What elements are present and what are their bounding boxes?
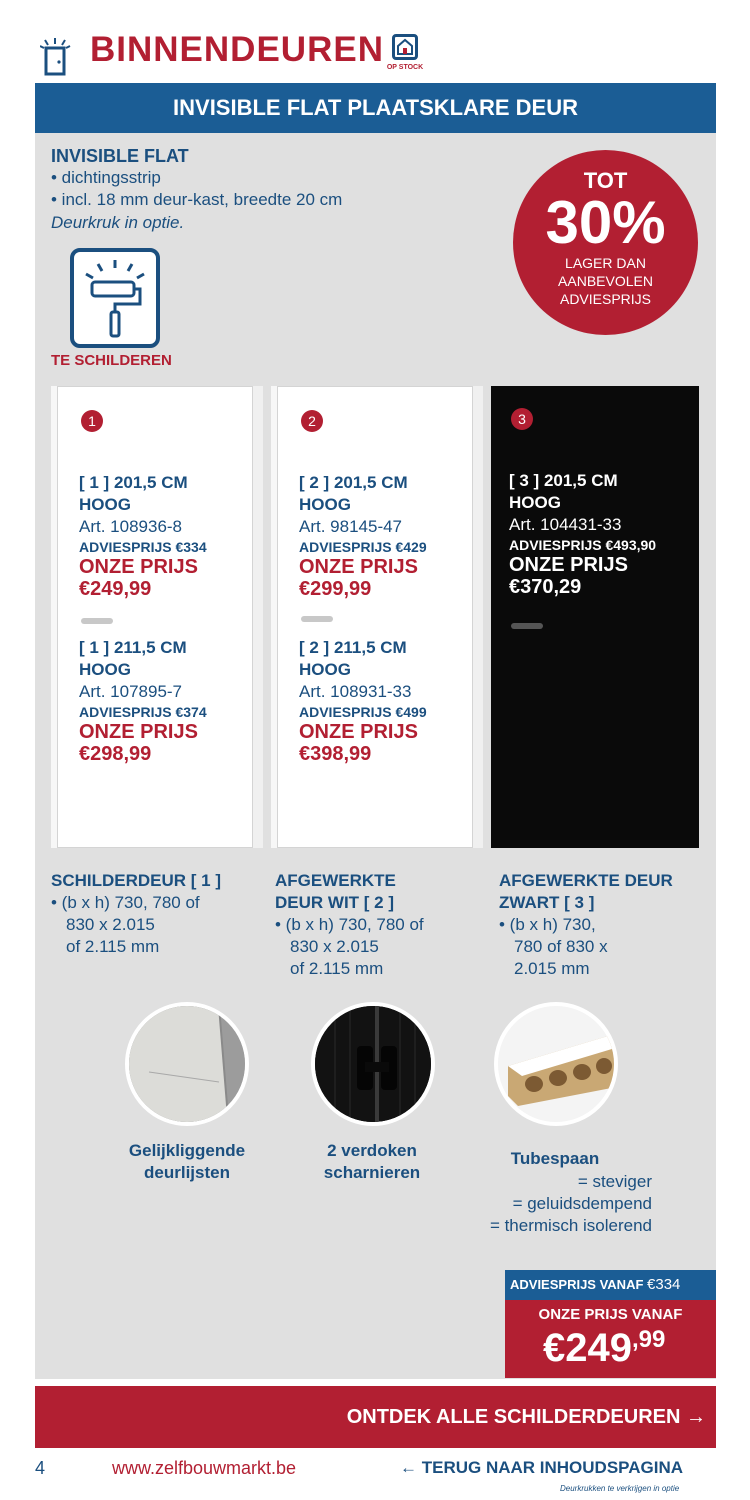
door-variant xyxy=(299,472,489,600)
description-line: 830 x 2.015 xyxy=(290,937,379,956)
discount-line: LAGER DAN xyxy=(565,255,646,271)
description-line: 2.015 mm xyxy=(514,959,590,978)
section-banner: INVISIBLE FLAT PLAATSKLARE DEUR xyxy=(35,83,716,133)
price-main: €249 xyxy=(543,1326,632,1370)
website-link[interactable]: www.zelfbouwmarkt.be xyxy=(112,1458,297,1478)
door-white-finished xyxy=(271,386,483,848)
door-variant xyxy=(509,470,699,598)
article-number: Art. 104431-33 xyxy=(509,515,622,534)
description-line: 780 of 830 x xyxy=(514,937,608,956)
our-price-label: ONZE PRIJS xyxy=(299,556,418,578)
door-black-finished xyxy=(491,386,699,848)
our-price-label: ONZE PRIJS VANAF xyxy=(538,1306,683,1323)
advice-price-from xyxy=(505,1270,716,1300)
caption-line: scharnieren xyxy=(323,1163,421,1182)
door-number: 1 xyxy=(81,410,103,432)
advice-price: ADVIESPRIJS €499 xyxy=(299,704,427,720)
door-variant xyxy=(79,472,269,600)
our-price-label: ONZE PRIJS xyxy=(79,556,198,578)
advice-value: €334 xyxy=(647,1276,681,1293)
description-black-door xyxy=(499,870,709,980)
stock-label: OP STOCK xyxy=(386,64,424,71)
door-icon xyxy=(40,36,72,76)
intro-bullet: • dichtingsstrip xyxy=(51,168,161,187)
back-to-contents-link[interactable]: ← TERUG NAAR INHOUDSPAGINA xyxy=(400,1458,684,1477)
article-number: Art. 108931-33 xyxy=(299,682,412,701)
variant-height-unit: HOOG xyxy=(79,495,131,514)
our-price-label: ONZE PRIJS xyxy=(79,721,198,743)
advice-price: ADVIESPRIJS €429 xyxy=(299,539,427,555)
door-number: 3 xyxy=(511,408,533,430)
advice-label: ADVIESPRIJS VANAF xyxy=(510,1277,644,1292)
intro-heading: INVISIBLE FLAT xyxy=(51,146,189,166)
detail-line: = steviger xyxy=(577,1172,652,1191)
our-price: €298,99 xyxy=(79,743,152,765)
door-variant xyxy=(299,637,489,765)
variant-height-unit: HOOG xyxy=(79,660,131,679)
description-line: of 2.115 mm xyxy=(66,937,160,956)
description-line: • (b x h) 730, 780 of xyxy=(275,915,424,934)
detail-line: = thermisch isolerend xyxy=(489,1216,652,1235)
door-variant xyxy=(79,637,269,765)
intro-note: Deurkruk in optie. xyxy=(51,213,185,232)
article-number: Art. 98145-47 xyxy=(299,517,403,536)
door-handle xyxy=(301,616,333,622)
footnote: Deurkrukken te verkrijgen in optie xyxy=(560,1484,680,1493)
paint-roller-icon xyxy=(70,248,160,348)
discount-prefix: TOT xyxy=(583,168,628,193)
description-heading: AFGEWERKTE xyxy=(275,871,396,890)
description-heading: DEUR WIT [ 2 ] xyxy=(275,893,394,912)
advice-price: ADVIESPRIJS €374 xyxy=(79,704,207,720)
our-price: €398,99 xyxy=(299,743,372,765)
our-price: €249,99 xyxy=(79,578,152,600)
variant-height-unit: HOOG xyxy=(299,495,351,514)
warehouse-icon xyxy=(392,34,418,60)
discount-text xyxy=(513,254,698,308)
door-white-paint xyxy=(51,386,263,848)
discount-line: ADVIESPRIJS xyxy=(559,291,652,307)
variant-height: [ 2 ] 211,5 CM xyxy=(299,638,407,657)
variant-height-unit: HOOG xyxy=(509,493,561,512)
description-line: of 2.115 mm xyxy=(290,959,384,978)
description-white-door xyxy=(275,870,485,980)
our-price-value xyxy=(543,1326,665,1371)
variant-height: [ 1 ] 211,5 CM xyxy=(79,638,187,657)
detail-line: = geluidsdempend xyxy=(512,1194,652,1213)
our-price: €299,99 xyxy=(299,578,372,600)
description-line: 830 x 2.015 xyxy=(66,915,155,934)
our-price-from xyxy=(505,1300,716,1378)
door-number: 2 xyxy=(301,410,323,432)
our-price-label: ONZE PRIJS xyxy=(509,554,628,576)
article-number: Art. 108936-8 xyxy=(79,517,183,536)
advice-price: ADVIESPRIJS €334 xyxy=(79,539,207,555)
our-price-label: ONZE PRIJS xyxy=(299,721,418,743)
discount-line: AANBEVOLEN xyxy=(558,273,653,289)
article-number: Art. 107895-7 xyxy=(79,682,183,701)
page-title: BINNENDEUREN xyxy=(90,30,384,69)
caption-line: deurlijsten xyxy=(144,1163,230,1182)
flush-frame-image xyxy=(125,1002,249,1126)
paint-label: TE SCHILDEREN xyxy=(51,352,172,369)
feature-caption xyxy=(112,1140,262,1184)
description-heading: ZWART [ 3 ] xyxy=(499,893,595,912)
page-number: 4 xyxy=(35,1458,46,1478)
discount-badge xyxy=(513,150,698,335)
caption-line: Gelijkliggende xyxy=(128,1141,246,1160)
tubular-chipboard-image xyxy=(494,1002,618,1126)
variant-height: [ 2 ] 201,5 CM xyxy=(299,473,408,492)
description-line: • (b x h) 730, 780 of xyxy=(51,893,200,912)
advice-price: ADVIESPRIJS €493,90 xyxy=(509,537,657,553)
discount-value: 30% xyxy=(545,189,666,256)
feature-details xyxy=(440,1171,652,1237)
feature-caption xyxy=(297,1140,447,1184)
description-paint-door xyxy=(51,870,261,958)
variant-height-unit: HOOG xyxy=(299,660,351,679)
our-price: €370,29 xyxy=(509,576,582,598)
variant-height: [ 3 ] 201,5 CM xyxy=(509,471,618,490)
door-handle xyxy=(511,623,543,629)
feature-caption: Tubespaan xyxy=(510,1149,600,1168)
hidden-hinges-image xyxy=(311,1002,435,1126)
description-heading: SCHILDERDEUR [ 1 ] xyxy=(51,871,222,890)
price-box xyxy=(505,1270,716,1378)
variant-height: [ 1 ] 201,5 CM xyxy=(79,473,188,492)
stock-badge xyxy=(382,34,428,76)
description-heading: AFGEWERKTE DEUR xyxy=(499,871,673,890)
description-line: • (b x h) 730, xyxy=(499,915,596,934)
price-cents: ,99 xyxy=(631,1326,666,1353)
intro-bullet: • incl. 18 mm deur-kast, breedte 20 cm xyxy=(51,190,343,209)
door-handle xyxy=(81,618,113,624)
caption-line: 2 verdoken xyxy=(327,1141,417,1160)
discover-paint-doors-button[interactable]: ONTDEK ALLE SCHILDERDEUREN → xyxy=(35,1386,716,1448)
